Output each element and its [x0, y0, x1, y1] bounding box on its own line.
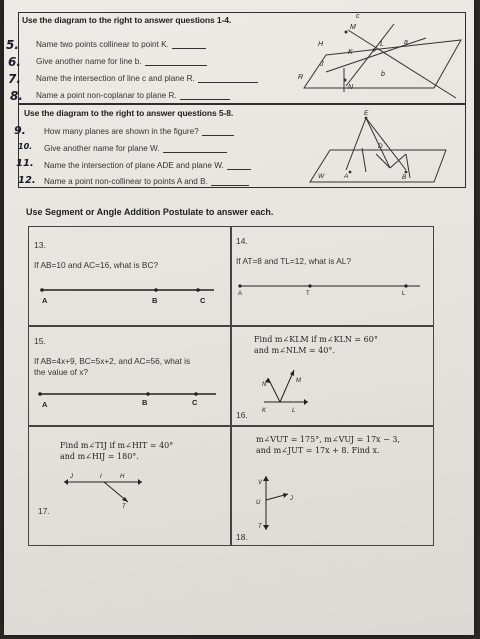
- q7-text: Name the intersection of line c and plane R.: [36, 74, 258, 83]
- p18-label-j: J: [290, 496, 293, 502]
- p15-text-line2: the value of x?: [34, 367, 88, 377]
- p14-label-a: A: [238, 291, 243, 297]
- p17-angle-diagram: [58, 470, 148, 510]
- p13-number: 13.: [34, 240, 46, 250]
- label-c: c: [356, 13, 360, 20]
- section-2-title: Use the diagram to the right to answer questions 5-8.: [24, 108, 234, 118]
- p17-number: 17.: [38, 506, 50, 516]
- label-J: J: [320, 61, 324, 68]
- p14-segment: [236, 280, 426, 294]
- p13-label-c: C: [200, 296, 206, 305]
- section-1-title: Use the diagram to the right to answer questions 1-4.: [22, 15, 232, 25]
- p15-label-c: C: [192, 398, 198, 407]
- worksheet-page: [4, 0, 474, 635]
- planes-diagram: [306, 108, 456, 186]
- p14-label-t: T: [306, 291, 310, 297]
- p16-text-line1: Find m∠KLM if m∠KLN = 60°: [254, 335, 378, 344]
- p13-segment: [38, 284, 218, 304]
- p18-text-line1: m∠VUT = 175°, m∠VUJ = 17x − 3,: [256, 435, 400, 444]
- p14-text: If AT=8 and TL=12, what is AL?: [236, 256, 352, 266]
- p18-label-u: U: [256, 500, 261, 506]
- p13-text: If AB=10 and AC=16, what is BC?: [34, 260, 159, 270]
- q5-number: 5.: [6, 38, 19, 52]
- p15-text-line1: If AB=4x+9, BC=5x+2, and AC=56, what is: [34, 356, 191, 366]
- p15-number: 15.: [34, 336, 46, 346]
- p18-angle-diagram: [252, 470, 302, 536]
- label-L: L: [380, 41, 384, 48]
- q9-text: How many planes are shown in the figure?: [44, 127, 234, 136]
- q7-number: 7.: [8, 72, 21, 86]
- p16-label-m: M: [296, 378, 301, 384]
- label-D: D: [378, 143, 383, 150]
- q10-number: 10.: [18, 142, 33, 151]
- label-H: H: [318, 41, 324, 48]
- p14-number: 14.: [236, 236, 248, 246]
- p18-label-t: T: [258, 524, 262, 530]
- label-W: W: [318, 173, 325, 180]
- q11-text: Name the intersection of plane ADE and plane W.: [44, 161, 251, 170]
- q6-number: 6.: [8, 55, 21, 69]
- q8-number: 8.: [10, 89, 23, 103]
- q10-text: Give another name for plane W.: [44, 144, 227, 153]
- q11-number: 11.: [16, 158, 34, 169]
- q5-text: Name two points collinear to point K.: [36, 40, 206, 49]
- p16-label-k: K: [262, 408, 267, 414]
- p16-text-line2: and m∠NLM = 40°.: [254, 346, 335, 355]
- p15-label-b: B: [142, 398, 148, 407]
- label-B: B: [402, 174, 407, 181]
- label-b: b: [381, 71, 385, 78]
- label-M: M: [350, 24, 356, 31]
- label-E: E: [364, 110, 369, 117]
- label-R: R: [298, 74, 304, 81]
- p17-label-t: T: [122, 504, 126, 510]
- p17-text-line2: and m∠HIJ = 180°.: [60, 452, 139, 461]
- p15-label-a: A: [42, 400, 48, 409]
- q12-number: 12.: [18, 175, 36, 186]
- cell-14: [231, 226, 434, 326]
- p18-label-v: V: [258, 480, 263, 486]
- p13-label-b: B: [152, 296, 158, 305]
- p17-text-line1: Find m∠TIJ if m∠HIT = 40°: [60, 441, 174, 450]
- p17-label-h: H: [120, 474, 125, 480]
- q12-text: Name a point non-collinear to points A and B.: [44, 177, 249, 186]
- p16-number: 16.: [236, 410, 248, 420]
- lines-plane-diagram: [286, 10, 461, 102]
- p16-angle-diagram: [256, 356, 316, 416]
- instructions: Use Segment or Angle Addition Postulate to answer each.: [26, 207, 274, 217]
- label-N: N: [348, 84, 354, 91]
- cell-13: [28, 226, 231, 326]
- label-a: a: [404, 39, 408, 46]
- label-A: A: [344, 173, 349, 180]
- p17-label-j: J: [70, 474, 73, 480]
- q8-text: Name a point non-coplanar to plane R.: [36, 91, 230, 100]
- p13-label-a: A: [42, 296, 48, 305]
- p18-number: 18.: [236, 532, 248, 542]
- p17-label-i: I: [100, 474, 102, 480]
- p18-text-line2: and m∠JUT = 17x + 8. Find x.: [256, 446, 380, 455]
- p14-label-l: L: [402, 291, 406, 297]
- q9-number: 9.: [14, 124, 26, 137]
- p16-label-l: L: [292, 408, 296, 414]
- label-K: K: [348, 49, 353, 56]
- q6-text: Give another name for line b.: [36, 57, 207, 66]
- p16-label-n: N: [262, 382, 267, 388]
